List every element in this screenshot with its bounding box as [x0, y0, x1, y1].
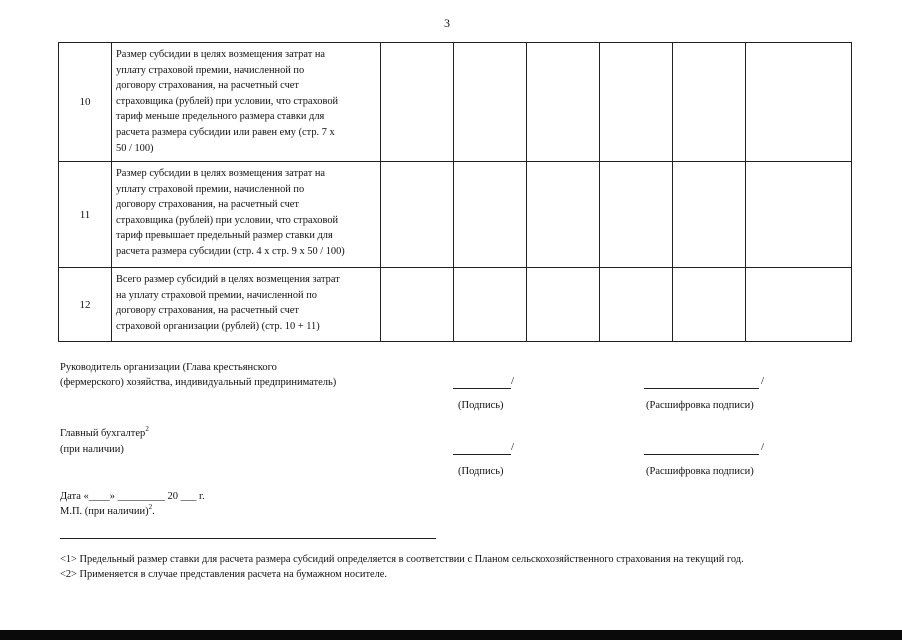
signature-caption: (Подпись): [458, 400, 504, 411]
head-decoding-field[interactable]: [644, 388, 759, 389]
date-field[interactable]: Дата «____» _________ 20 ___ г.: [60, 491, 205, 502]
description-line: Размер субсидии в целях возмещения затрат на: [116, 49, 326, 60]
value-cell[interactable]: [600, 43, 673, 162]
row-description: [112, 43, 381, 162]
value-cell[interactable]: [746, 268, 852, 342]
description-line: договору страхования, на расчетный счет: [116, 305, 299, 317]
value-cell[interactable]: [600, 162, 673, 268]
description-line: расчета размера субсидии (стр. 4 х стр. 9 х 50 / 100): [116, 245, 345, 257]
row-description: [112, 162, 381, 268]
scan-edge-bar: [0, 630, 902, 640]
table-row: [59, 162, 852, 268]
value-cell[interactable]: [527, 43, 600, 162]
table-row: [59, 43, 852, 162]
description-line: Размер субсидии в целях возмещения затрат на: [116, 168, 326, 179]
head-signature-field[interactable]: [453, 388, 511, 389]
value-cell[interactable]: [381, 43, 454, 162]
decoding-caption: (Расшифровка подписи): [646, 400, 754, 411]
head-title-line: Руководитель организации (Глава крестьянского: [60, 362, 277, 373]
head-title-line: (фермерского) хозяйства, индивидуальный предприниматель): [60, 377, 337, 388]
description-line: страховой организации (рублей) (стр. 10 + 11): [116, 320, 320, 332]
description-line: тариф превышает предельный размер ставки для: [116, 230, 333, 242]
footnote-2: <2> Применяется в случае представления расчета на бумажном носителе.: [60, 569, 387, 580]
chief-note: (при наличии): [60, 444, 124, 455]
row-description: [112, 268, 381, 342]
row-number: 10: [59, 43, 112, 162]
slash-separator: /: [511, 375, 515, 387]
description-line: расчета размера субсидии или равен ему (стр. 7 х: [116, 126, 335, 138]
chief-signature-field[interactable]: [453, 454, 511, 455]
description-line: договору страхования, на расчетный счет: [116, 199, 299, 211]
description-line: уплату страховой премии, начисленной по: [116, 64, 305, 76]
value-cell[interactable]: [746, 162, 852, 268]
head-signatory-label: [60, 360, 336, 390]
description-line: тариф меньше предельного размера ставки для: [116, 111, 325, 123]
description-line: страховщика (рублей) при условии, что страховой: [116, 95, 339, 107]
table-row: [59, 268, 852, 342]
chief-decoding-field[interactable]: [644, 454, 759, 455]
value-cell[interactable]: [673, 268, 746, 342]
decoding-caption: (Расшифровка подписи): [646, 466, 754, 477]
value-cell[interactable]: [673, 43, 746, 162]
value-cell[interactable]: [527, 268, 600, 342]
value-cell[interactable]: [746, 43, 852, 162]
value-cell[interactable]: [381, 162, 454, 268]
footnote-1: <1> Предельный размер ставки для расчета размера субсидий определяется в соответствии с Планом сельскохозяйственного страхования на текущий год.: [60, 554, 744, 565]
footnotes: [60, 552, 744, 582]
value-cell[interactable]: [454, 268, 527, 342]
description-line: на уплату страховой премии, начисленной по: [116, 289, 317, 301]
slash-separator: /: [761, 441, 765, 453]
slash-separator: /: [511, 441, 515, 453]
subsidy-calculation-table: [58, 42, 852, 342]
row-number: 12: [59, 268, 112, 342]
footnote-ref: 2: [145, 425, 149, 433]
date-stamp-block: [60, 489, 205, 520]
row-number: 11: [59, 162, 112, 268]
stamp-dot: .: [152, 506, 155, 517]
value-cell[interactable]: [527, 162, 600, 268]
chief-accountant-label: [60, 426, 149, 457]
value-cell[interactable]: [454, 43, 527, 162]
description-line: уплату страховой премии, начисленной по: [116, 183, 305, 195]
chief-title: Главный бухгалтер: [60, 428, 146, 439]
signature-caption: (Подпись): [458, 466, 504, 477]
description-line: Всего размер субсидий в целях возмещения затрат: [116, 274, 340, 285]
value-cell[interactable]: [454, 162, 527, 268]
description-line: договору страхования, на расчетный счет: [116, 80, 299, 92]
footnote-divider: [60, 538, 436, 539]
description-line: страховщика (рублей) при условии, что страховой: [116, 214, 339, 226]
value-cell[interactable]: [600, 268, 673, 342]
footnote-ref: 2: [148, 503, 153, 511]
page-number: 3: [444, 16, 450, 30]
value-cell[interactable]: [381, 268, 454, 342]
stamp-label: М.П. (при наличии): [60, 506, 149, 517]
slash-separator: /: [761, 375, 765, 387]
description-line: 50 / 100): [116, 142, 154, 154]
value-cell[interactable]: [673, 162, 746, 268]
